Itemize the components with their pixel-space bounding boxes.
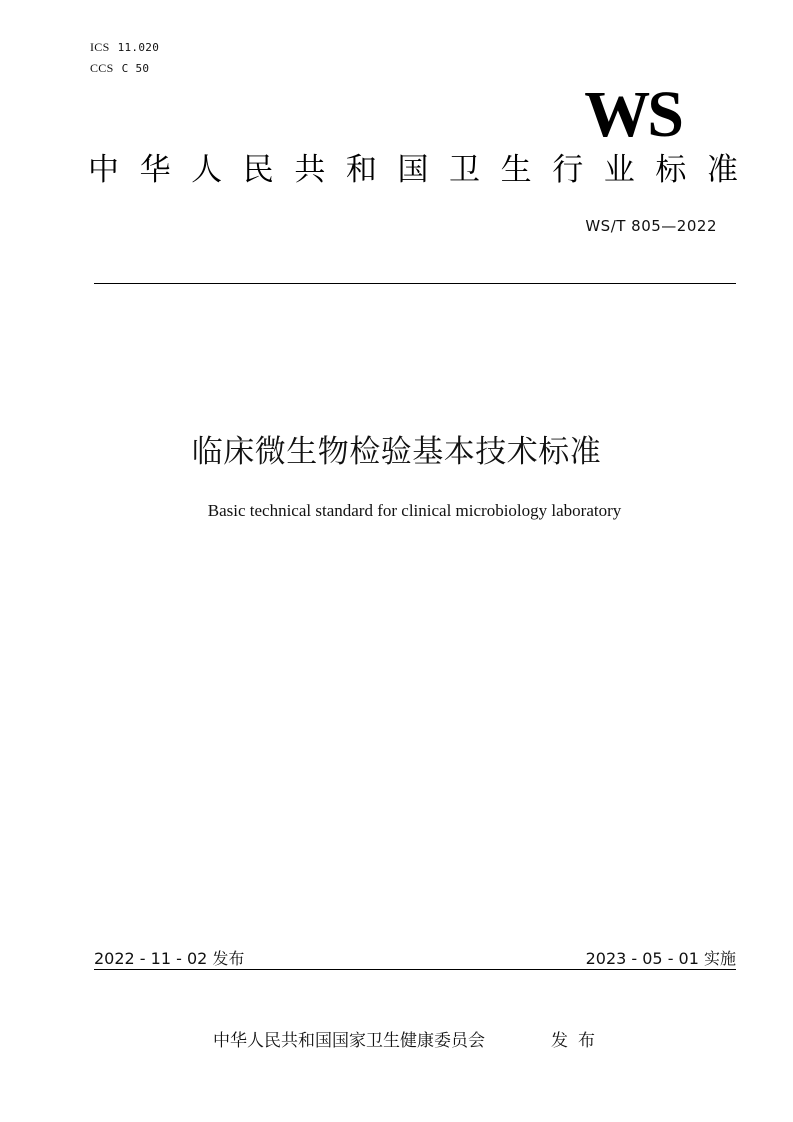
ccs-line <box>90 61 149 76</box>
ws-logo: WS <box>584 78 681 151</box>
ccs-label: CCS <box>90 61 114 75</box>
ccs-code: C 50 <box>121 62 150 75</box>
header-char: 中 <box>88 152 119 188</box>
ics-line <box>90 40 159 55</box>
header-char: 和 <box>345 152 377 188</box>
standard-number: WS/T 805—2022 <box>585 217 717 235</box>
publish-label: 发布 <box>551 1031 605 1051</box>
header-char: 华 <box>139 152 171 188</box>
issue-date: 2022 - 11 - 02 发布 <box>94 949 245 968</box>
title-chinese: 临床微生物检验基本技术标准 <box>191 434 602 470</box>
title-english: Basic technical standard for clinical microbiology laboratory <box>207 501 622 520</box>
effective-date: 2023 - 05 - 01 实施 <box>585 949 736 968</box>
header-char: 准 <box>706 152 738 188</box>
header-char: 生 <box>500 152 532 188</box>
ics-code: 11.020 <box>117 41 160 54</box>
header-char: 共 <box>294 152 326 188</box>
header-char: 行 <box>552 152 584 188</box>
header-char: 民 <box>242 152 274 188</box>
header-char: 业 <box>603 152 635 188</box>
ics-label: ICS <box>90 40 110 54</box>
standard-category-header <box>88 150 738 190</box>
header-char: 卫 <box>449 152 481 188</box>
bottom-divider <box>94 969 736 970</box>
publisher-name: 中华人民共和国国家卫生健康委员会 <box>213 1031 485 1051</box>
header-char: 标 <box>655 152 687 188</box>
header-char: 人 <box>191 152 223 188</box>
top-divider <box>94 283 736 284</box>
header-char: 国 <box>397 152 429 188</box>
